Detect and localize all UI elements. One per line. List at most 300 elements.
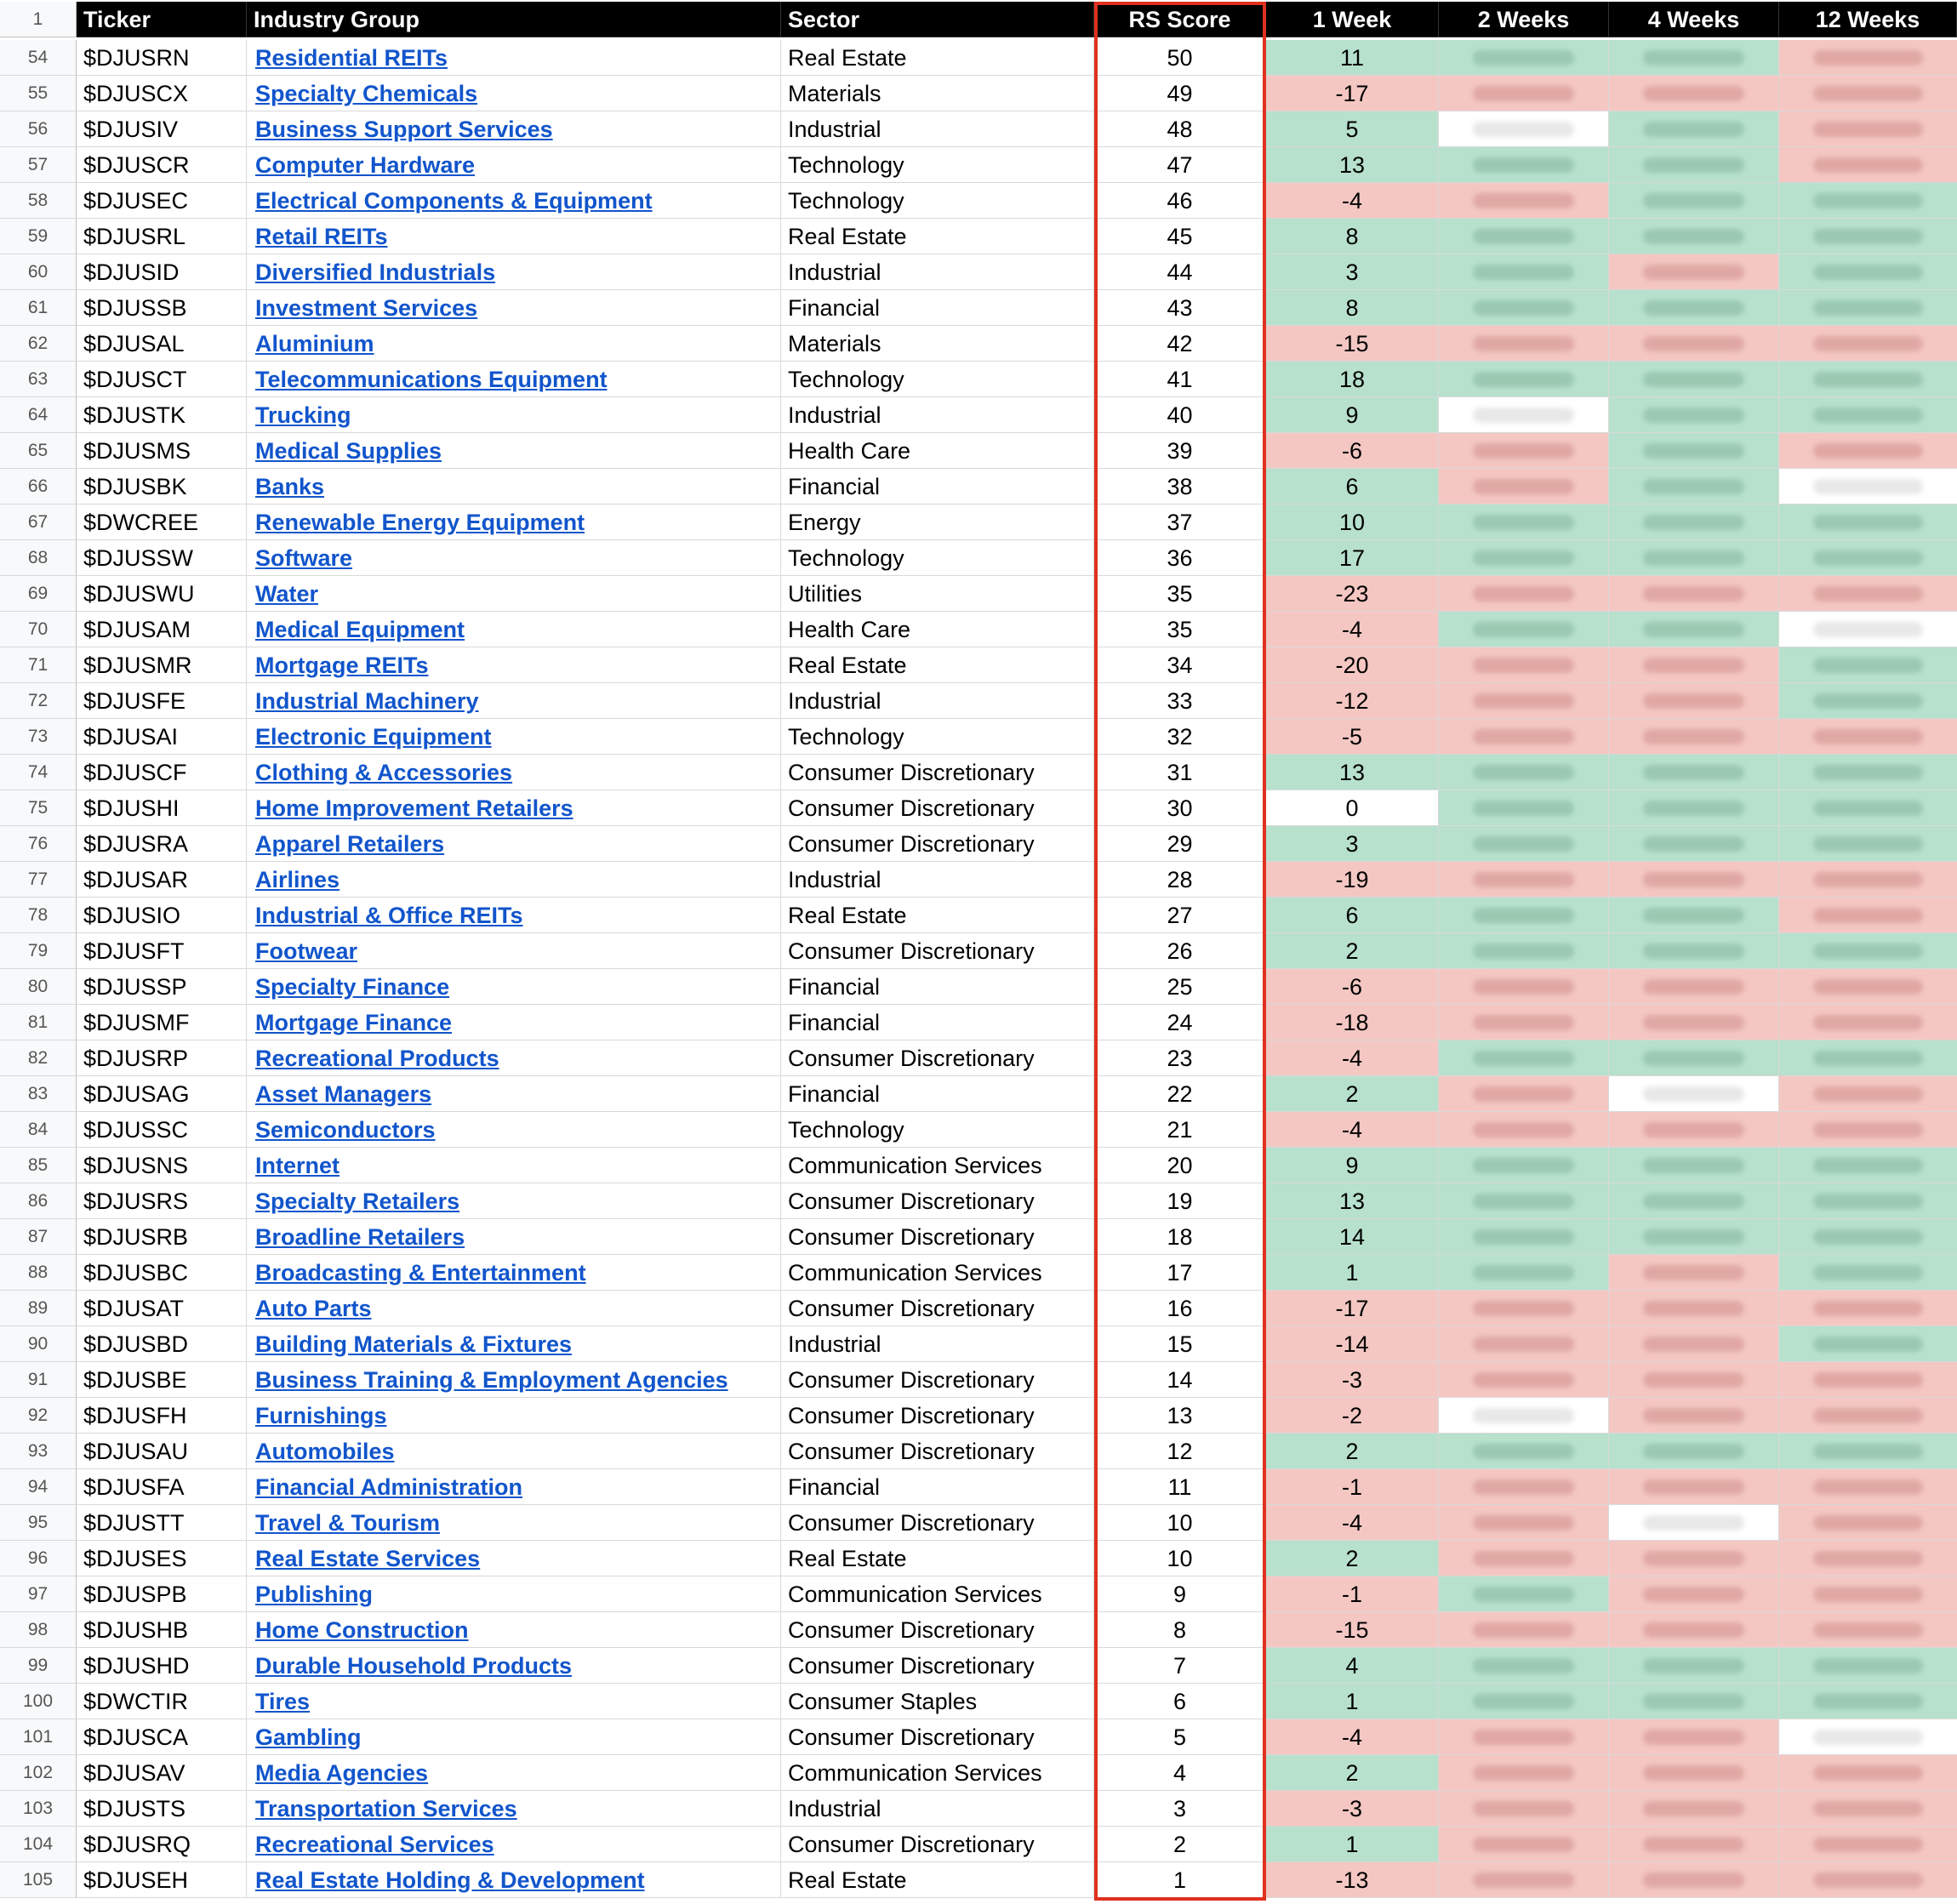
industry-group-cell[interactable] [247, 719, 781, 755]
rs-score-cell[interactable]: 47 [1094, 147, 1266, 183]
sector-cell[interactable]: Real Estate [781, 1862, 1094, 1898]
change-2-weeks-cell[interactable] [1439, 505, 1609, 540]
change-1-week-cell[interactable]: -13 [1266, 1862, 1439, 1898]
rs-score-cell[interactable]: 35 [1094, 576, 1266, 612]
change-1-week-cell[interactable]: 2 [1266, 1541, 1439, 1576]
industry-group-link[interactable]: Mortgage Finance [255, 1010, 453, 1035]
industry-group-link[interactable]: Medical Supplies [255, 438, 442, 464]
change-12-weeks-cell[interactable] [1779, 1684, 1957, 1719]
change-4-weeks-cell[interactable] [1609, 1541, 1779, 1576]
change-4-weeks-cell[interactable] [1609, 397, 1779, 433]
change-1-week-cell[interactable]: 2 [1266, 1076, 1439, 1112]
rs-score-cell[interactable]: 34 [1094, 647, 1266, 683]
change-4-weeks-cell[interactable] [1609, 1434, 1779, 1469]
industry-group-link[interactable]: Building Materials & Fixtures [255, 1331, 573, 1357]
ticker-cell[interactable]: $DJUSBE [77, 1362, 247, 1398]
industry-group-cell[interactable] [247, 576, 781, 612]
ticker-cell[interactable]: $DJUSAR [77, 862, 247, 898]
industry-group-cell[interactable] [247, 1040, 781, 1076]
industry-group-cell[interactable] [247, 76, 781, 111]
rs-score-cell[interactable]: 28 [1094, 862, 1266, 898]
change-4-weeks-cell[interactable] [1609, 540, 1779, 576]
rs-score-cell[interactable]: 4 [1094, 1755, 1266, 1791]
change-4-weeks-cell[interactable] [1609, 1612, 1779, 1648]
change-4-weeks-cell[interactable] [1609, 1398, 1779, 1434]
change-4-weeks-cell[interactable] [1609, 1791, 1779, 1827]
row-number[interactable]: 73 [0, 719, 77, 755]
change-1-week-cell[interactable]: 1 [1266, 1684, 1439, 1719]
change-12-weeks-cell[interactable] [1779, 898, 1957, 933]
change-12-weeks-cell[interactable] [1779, 1827, 1957, 1862]
change-2-weeks-cell[interactable] [1439, 1005, 1609, 1040]
ticker-cell[interactable]: $DJUSRS [77, 1183, 247, 1219]
row-number[interactable]: 94 [0, 1469, 77, 1505]
rs-score-cell[interactable]: 40 [1094, 397, 1266, 433]
change-12-weeks-cell[interactable] [1779, 183, 1957, 219]
row-number[interactable]: 95 [0, 1505, 77, 1541]
ticker-cell[interactable]: $DJUSES [77, 1541, 247, 1576]
industry-group-cell[interactable] [247, 1291, 781, 1326]
row-number[interactable]: 101 [0, 1719, 77, 1755]
change-12-weeks-cell[interactable] [1779, 505, 1957, 540]
industry-group-cell[interactable] [247, 1576, 781, 1612]
rs-score-cell[interactable]: 48 [1094, 111, 1266, 147]
change-4-weeks-cell[interactable] [1609, 111, 1779, 147]
column-header-1-week[interactable]: 1 Week [1266, 2, 1439, 37]
change-2-weeks-cell[interactable] [1439, 1862, 1609, 1898]
change-4-weeks-cell[interactable] [1609, 254, 1779, 290]
ticker-cell[interactable]: $DJUSAL [77, 326, 247, 362]
change-2-weeks-cell[interactable] [1439, 1684, 1609, 1719]
change-2-weeks-cell[interactable] [1439, 1755, 1609, 1791]
change-1-week-cell[interactable]: -12 [1266, 683, 1439, 719]
row-number[interactable]: 88 [0, 1255, 77, 1291]
row-number[interactable]: 93 [0, 1434, 77, 1469]
change-4-weeks-cell[interactable] [1609, 1005, 1779, 1040]
ticker-cell[interactable]: $DJUSBK [77, 469, 247, 505]
industry-group-link[interactable]: Diversified Industrials [255, 259, 496, 285]
rs-score-cell[interactable]: 32 [1094, 719, 1266, 755]
row-number[interactable]: 67 [0, 505, 77, 540]
change-1-week-cell[interactable]: -15 [1266, 326, 1439, 362]
change-1-week-cell[interactable]: -4 [1266, 1505, 1439, 1541]
rs-score-cell[interactable]: 16 [1094, 1291, 1266, 1326]
change-1-week-cell[interactable]: 14 [1266, 1219, 1439, 1255]
row-number[interactable]: 72 [0, 683, 77, 719]
change-12-weeks-cell[interactable] [1779, 1648, 1957, 1684]
industry-group-cell[interactable] [247, 219, 781, 254]
change-1-week-cell[interactable]: -4 [1266, 612, 1439, 647]
row-number[interactable]: 81 [0, 1005, 77, 1040]
industry-group-cell[interactable] [247, 1791, 781, 1827]
sector-cell[interactable]: Consumer Discretionary [781, 1183, 1094, 1219]
ticker-cell[interactable]: $DJUSEH [77, 1862, 247, 1898]
row-number[interactable]: 100 [0, 1684, 77, 1719]
change-1-week-cell[interactable]: -20 [1266, 647, 1439, 683]
row-number[interactable]: 92 [0, 1398, 77, 1434]
change-12-weeks-cell[interactable] [1779, 1362, 1957, 1398]
change-4-weeks-cell[interactable] [1609, 576, 1779, 612]
rs-score-cell[interactable]: 27 [1094, 898, 1266, 933]
rs-score-cell[interactable]: 10 [1094, 1505, 1266, 1541]
rs-score-cell[interactable]: 3 [1094, 1791, 1266, 1827]
ticker-cell[interactable]: $DJUSTK [77, 397, 247, 433]
change-2-weeks-cell[interactable] [1439, 1469, 1609, 1505]
change-2-weeks-cell[interactable] [1439, 254, 1609, 290]
change-2-weeks-cell[interactable] [1439, 1398, 1609, 1434]
change-1-week-cell[interactable]: -3 [1266, 1362, 1439, 1398]
industry-group-link[interactable]: Recreational Services [255, 1832, 494, 1857]
change-4-weeks-cell[interactable] [1609, 147, 1779, 183]
change-4-weeks-cell[interactable] [1609, 290, 1779, 326]
change-2-weeks-cell[interactable] [1439, 290, 1609, 326]
change-1-week-cell[interactable]: 1 [1266, 1255, 1439, 1291]
industry-group-cell[interactable] [247, 433, 781, 469]
change-2-weeks-cell[interactable] [1439, 1505, 1609, 1541]
row-number[interactable]: 65 [0, 433, 77, 469]
change-12-weeks-cell[interactable] [1779, 755, 1957, 790]
rs-score-cell[interactable]: 45 [1094, 219, 1266, 254]
change-12-weeks-cell[interactable] [1779, 469, 1957, 505]
change-1-week-cell[interactable]: 3 [1266, 254, 1439, 290]
change-12-weeks-cell[interactable] [1779, 576, 1957, 612]
industry-group-cell[interactable] [247, 898, 781, 933]
rs-score-cell[interactable]: 43 [1094, 290, 1266, 326]
sector-cell[interactable]: Real Estate [781, 219, 1094, 254]
change-1-week-cell[interactable]: -4 [1266, 1112, 1439, 1148]
industry-group-link[interactable]: Retail REITs [255, 224, 388, 249]
industry-group-link[interactable]: Electronic Equipment [255, 724, 492, 750]
sector-cell[interactable]: Financial [781, 1469, 1094, 1505]
row-number[interactable]: 66 [0, 469, 77, 505]
industry-group-cell[interactable] [247, 40, 781, 76]
ticker-cell[interactable]: $DJUSPB [77, 1576, 247, 1612]
rs-score-cell[interactable]: 11 [1094, 1469, 1266, 1505]
change-4-weeks-cell[interactable] [1609, 326, 1779, 362]
row-number[interactable]: 64 [0, 397, 77, 433]
change-4-weeks-cell[interactable] [1609, 647, 1779, 683]
change-12-weeks-cell[interactable] [1779, 1076, 1957, 1112]
row-number[interactable]: 79 [0, 933, 77, 969]
row-number[interactable]: 62 [0, 326, 77, 362]
row-number[interactable]: 91 [0, 1362, 77, 1398]
change-4-weeks-cell[interactable] [1609, 40, 1779, 76]
change-12-weeks-cell[interactable] [1779, 1398, 1957, 1434]
row-number[interactable]: 59 [0, 219, 77, 254]
sector-cell[interactable]: Consumer Discretionary [781, 826, 1094, 862]
industry-group-cell[interactable] [247, 1719, 781, 1755]
industry-group-link[interactable]: Travel & Tourism [255, 1510, 441, 1536]
change-2-weeks-cell[interactable] [1439, 147, 1609, 183]
change-12-weeks-cell[interactable] [1779, 719, 1957, 755]
row-number[interactable]: 69 [0, 576, 77, 612]
ticker-cell[interactable]: $DJUSHI [77, 790, 247, 826]
change-2-weeks-cell[interactable] [1439, 612, 1609, 647]
industry-group-cell[interactable] [247, 397, 781, 433]
change-4-weeks-cell[interactable] [1609, 76, 1779, 111]
sector-cell[interactable]: Industrial [781, 683, 1094, 719]
rs-score-cell[interactable]: 37 [1094, 505, 1266, 540]
industry-group-cell[interactable] [247, 1541, 781, 1576]
sector-cell[interactable]: Technology [781, 719, 1094, 755]
sector-cell[interactable]: Consumer Discretionary [781, 933, 1094, 969]
ticker-cell[interactable]: $DJUSNS [77, 1148, 247, 1183]
ticker-cell[interactable]: $DJUSHD [77, 1648, 247, 1684]
industry-group-link[interactable]: Real Estate Services [255, 1546, 481, 1571]
change-4-weeks-cell[interactable] [1609, 1505, 1779, 1541]
ticker-cell[interactable]: $DJUSFA [77, 1469, 247, 1505]
change-1-week-cell[interactable]: 8 [1266, 219, 1439, 254]
ticker-cell[interactable]: $DJUSCT [77, 362, 247, 397]
change-1-week-cell[interactable]: 6 [1266, 469, 1439, 505]
industry-group-link[interactable]: Electrical Components & Equipment [255, 188, 653, 214]
ticker-cell[interactable]: $DJUSCA [77, 1719, 247, 1755]
change-2-weeks-cell[interactable] [1439, 898, 1609, 933]
ticker-cell[interactable]: $DJUSWU [77, 576, 247, 612]
rs-score-cell[interactable]: 2 [1094, 1827, 1266, 1862]
row-number[interactable]: 71 [0, 647, 77, 683]
change-1-week-cell[interactable]: 3 [1266, 826, 1439, 862]
industry-group-cell[interactable] [247, 1612, 781, 1648]
column-header-2-weeks[interactable]: 2 Weeks [1439, 2, 1609, 37]
change-4-weeks-cell[interactable] [1609, 933, 1779, 969]
change-2-weeks-cell[interactable] [1439, 1326, 1609, 1362]
change-2-weeks-cell[interactable] [1439, 862, 1609, 898]
change-4-weeks-cell[interactable] [1609, 826, 1779, 862]
sector-cell[interactable]: Communication Services [781, 1148, 1094, 1183]
rs-score-cell[interactable]: 17 [1094, 1255, 1266, 1291]
industry-group-cell[interactable] [247, 1398, 781, 1434]
row-number[interactable]: 63 [0, 362, 77, 397]
ticker-cell[interactable]: $DWCREE [77, 505, 247, 540]
change-1-week-cell[interactable]: -4 [1266, 1719, 1439, 1755]
change-12-weeks-cell[interactable] [1779, 1469, 1957, 1505]
change-12-weeks-cell[interactable] [1779, 969, 1957, 1005]
change-1-week-cell[interactable]: 13 [1266, 147, 1439, 183]
ticker-cell[interactable]: $DJUSHB [77, 1612, 247, 1648]
change-12-weeks-cell[interactable] [1779, 362, 1957, 397]
ticker-cell[interactable]: $DJUSRN [77, 40, 247, 76]
rs-score-cell[interactable]: 9 [1094, 1576, 1266, 1612]
industry-group-cell[interactable] [247, 254, 781, 290]
ticker-cell[interactable]: $DJUSRL [77, 219, 247, 254]
row-number[interactable]: 78 [0, 898, 77, 933]
sector-cell[interactable]: Consumer Discretionary [781, 1398, 1094, 1434]
ticker-cell[interactable]: $DJUSFT [77, 933, 247, 969]
change-12-weeks-cell[interactable] [1779, 397, 1957, 433]
ticker-cell[interactable]: $DJUSRP [77, 1040, 247, 1076]
change-1-week-cell[interactable]: -19 [1266, 862, 1439, 898]
change-4-weeks-cell[interactable] [1609, 1469, 1779, 1505]
row-number[interactable]: 85 [0, 1148, 77, 1183]
sector-cell[interactable]: Industrial [781, 1326, 1094, 1362]
change-4-weeks-cell[interactable] [1609, 1827, 1779, 1862]
change-12-weeks-cell[interactable] [1779, 254, 1957, 290]
industry-group-cell[interactable] [247, 147, 781, 183]
industry-group-link[interactable]: Footwear [255, 938, 358, 964]
rs-score-cell[interactable]: 18 [1094, 1219, 1266, 1255]
industry-group-link[interactable]: Specialty Retailers [255, 1189, 460, 1214]
change-4-weeks-cell[interactable] [1609, 683, 1779, 719]
change-12-weeks-cell[interactable] [1779, 1148, 1957, 1183]
rs-score-cell[interactable]: 46 [1094, 183, 1266, 219]
sector-cell[interactable]: Utilities [781, 576, 1094, 612]
industry-group-cell[interactable] [247, 1827, 781, 1862]
industry-group-cell[interactable] [247, 290, 781, 326]
change-12-weeks-cell[interactable] [1779, 290, 1957, 326]
industry-group-link[interactable]: Residential REITs [255, 45, 448, 71]
change-2-weeks-cell[interactable] [1439, 111, 1609, 147]
change-12-weeks-cell[interactable] [1779, 1505, 1957, 1541]
change-1-week-cell[interactable]: -17 [1266, 1291, 1439, 1326]
change-2-weeks-cell[interactable] [1439, 1827, 1609, 1862]
industry-group-cell[interactable] [247, 326, 781, 362]
sector-cell[interactable]: Consumer Discretionary [781, 1434, 1094, 1469]
sector-cell[interactable]: Real Estate [781, 1541, 1094, 1576]
industry-group-link[interactable]: Renewable Energy Equipment [255, 510, 585, 535]
rs-score-cell[interactable]: 20 [1094, 1148, 1266, 1183]
rs-score-cell[interactable]: 23 [1094, 1040, 1266, 1076]
sector-cell[interactable]: Financial [781, 290, 1094, 326]
industry-group-link[interactable]: Internet [255, 1153, 340, 1178]
industry-group-link[interactable]: Software [255, 545, 353, 571]
rs-score-cell[interactable]: 30 [1094, 790, 1266, 826]
sector-cell[interactable]: Technology [781, 1112, 1094, 1148]
industry-group-link[interactable]: Specialty Finance [255, 974, 450, 1000]
rs-score-cell[interactable]: 39 [1094, 433, 1266, 469]
change-12-weeks-cell[interactable] [1779, 1005, 1957, 1040]
industry-group-link[interactable]: Publishing [255, 1582, 373, 1607]
change-4-weeks-cell[interactable] [1609, 1684, 1779, 1719]
rs-score-cell[interactable]: 1 [1094, 1862, 1266, 1898]
industry-group-cell[interactable] [247, 1005, 781, 1040]
sector-cell[interactable]: Consumer Discretionary [781, 1827, 1094, 1862]
industry-group-link[interactable]: Broadcasting & Entertainment [255, 1260, 586, 1285]
industry-group-link[interactable]: Home Construction [255, 1617, 469, 1643]
sector-cell[interactable]: Real Estate [781, 40, 1094, 76]
change-2-weeks-cell[interactable] [1439, 433, 1609, 469]
sector-cell[interactable]: Consumer Discretionary [781, 790, 1094, 826]
change-1-week-cell[interactable]: 2 [1266, 1755, 1439, 1791]
change-12-weeks-cell[interactable] [1779, 147, 1957, 183]
sector-cell[interactable]: Industrial [781, 111, 1094, 147]
sector-cell[interactable]: Consumer Discretionary [781, 1040, 1094, 1076]
industry-group-cell[interactable] [247, 1362, 781, 1398]
change-2-weeks-cell[interactable] [1439, 362, 1609, 397]
rs-score-cell[interactable]: 19 [1094, 1183, 1266, 1219]
change-1-week-cell[interactable]: -15 [1266, 1612, 1439, 1648]
change-12-weeks-cell[interactable] [1779, 326, 1957, 362]
change-4-weeks-cell[interactable] [1609, 1755, 1779, 1791]
ticker-cell[interactable]: $DJUSAM [77, 612, 247, 647]
row-number[interactable]: 57 [0, 147, 77, 183]
change-1-week-cell[interactable]: 8 [1266, 290, 1439, 326]
change-12-weeks-cell[interactable] [1779, 612, 1957, 647]
ticker-cell[interactable]: $DJUSAT [77, 1291, 247, 1326]
industry-group-link[interactable]: Banks [255, 474, 325, 499]
change-12-weeks-cell[interactable] [1779, 1541, 1957, 1576]
change-4-weeks-cell[interactable] [1609, 898, 1779, 933]
change-2-weeks-cell[interactable] [1439, 40, 1609, 76]
rs-score-cell[interactable]: 33 [1094, 683, 1266, 719]
change-4-weeks-cell[interactable] [1609, 1326, 1779, 1362]
industry-group-cell[interactable] [247, 612, 781, 647]
change-4-weeks-cell[interactable] [1609, 1183, 1779, 1219]
industry-group-link[interactable]: Clothing & Accessories [255, 760, 513, 785]
change-4-weeks-cell[interactable] [1609, 790, 1779, 826]
sector-cell[interactable]: Communication Services [781, 1755, 1094, 1791]
sector-cell[interactable]: Consumer Discretionary [781, 1291, 1094, 1326]
sector-cell[interactable]: Consumer Discretionary [781, 1719, 1094, 1755]
change-4-weeks-cell[interactable] [1609, 755, 1779, 790]
sector-cell[interactable]: Consumer Discretionary [781, 1648, 1094, 1684]
ticker-cell[interactable]: $DJUSSB [77, 290, 247, 326]
row-number[interactable]: 98 [0, 1612, 77, 1648]
change-4-weeks-cell[interactable] [1609, 362, 1779, 397]
ticker-cell[interactable]: $DJUSFH [77, 1398, 247, 1434]
row-number[interactable]: 86 [0, 1183, 77, 1219]
industry-group-link[interactable]: Tires [255, 1689, 311, 1714]
change-4-weeks-cell[interactable] [1609, 1219, 1779, 1255]
change-1-week-cell[interactable]: 9 [1266, 1148, 1439, 1183]
change-1-week-cell[interactable]: 1 [1266, 1827, 1439, 1862]
change-2-weeks-cell[interactable] [1439, 1719, 1609, 1755]
change-4-weeks-cell[interactable] [1609, 469, 1779, 505]
rs-score-cell[interactable]: 6 [1094, 1684, 1266, 1719]
change-4-weeks-cell[interactable] [1609, 219, 1779, 254]
industry-group-link[interactable]: Investment Services [255, 295, 478, 321]
change-2-weeks-cell[interactable] [1439, 1148, 1609, 1183]
sector-cell[interactable]: Materials [781, 326, 1094, 362]
change-2-weeks-cell[interactable] [1439, 933, 1609, 969]
change-2-weeks-cell[interactable] [1439, 397, 1609, 433]
rs-score-cell[interactable]: 49 [1094, 76, 1266, 111]
rs-score-cell[interactable]: 26 [1094, 933, 1266, 969]
row-number[interactable]: 75 [0, 790, 77, 826]
change-1-week-cell[interactable]: -1 [1266, 1576, 1439, 1612]
sector-cell[interactable]: Financial [781, 1005, 1094, 1040]
sector-cell[interactable]: Technology [781, 362, 1094, 397]
row-number[interactable]: 76 [0, 826, 77, 862]
change-1-week-cell[interactable]: 10 [1266, 505, 1439, 540]
rs-score-cell[interactable]: 36 [1094, 540, 1266, 576]
change-2-weeks-cell[interactable] [1439, 326, 1609, 362]
change-12-weeks-cell[interactable] [1779, 1040, 1957, 1076]
industry-group-link[interactable]: Business Support Services [255, 117, 553, 142]
change-4-weeks-cell[interactable] [1609, 1719, 1779, 1755]
ticker-cell[interactable]: $DJUSIO [77, 898, 247, 933]
rs-score-cell[interactable]: 38 [1094, 469, 1266, 505]
change-4-weeks-cell[interactable] [1609, 1862, 1779, 1898]
change-1-week-cell[interactable]: 0 [1266, 790, 1439, 826]
sector-cell[interactable]: Industrial [781, 254, 1094, 290]
change-2-weeks-cell[interactable] [1439, 219, 1609, 254]
change-1-week-cell[interactable]: -23 [1266, 576, 1439, 612]
ticker-cell[interactable]: $DJUSMR [77, 647, 247, 683]
change-1-week-cell[interactable]: 13 [1266, 755, 1439, 790]
sector-cell[interactable]: Consumer Discretionary [781, 755, 1094, 790]
change-12-weeks-cell[interactable] [1779, 1719, 1957, 1755]
change-12-weeks-cell[interactable] [1779, 1434, 1957, 1469]
change-2-weeks-cell[interactable] [1439, 1291, 1609, 1326]
rs-score-cell[interactable]: 24 [1094, 1005, 1266, 1040]
industry-group-cell[interactable] [247, 1469, 781, 1505]
rs-score-cell[interactable]: 7 [1094, 1648, 1266, 1684]
change-4-weeks-cell[interactable] [1609, 1255, 1779, 1291]
ticker-cell[interactable]: $DJUSRB [77, 1219, 247, 1255]
sector-cell[interactable]: Energy [781, 505, 1094, 540]
industry-group-cell[interactable] [247, 1148, 781, 1183]
